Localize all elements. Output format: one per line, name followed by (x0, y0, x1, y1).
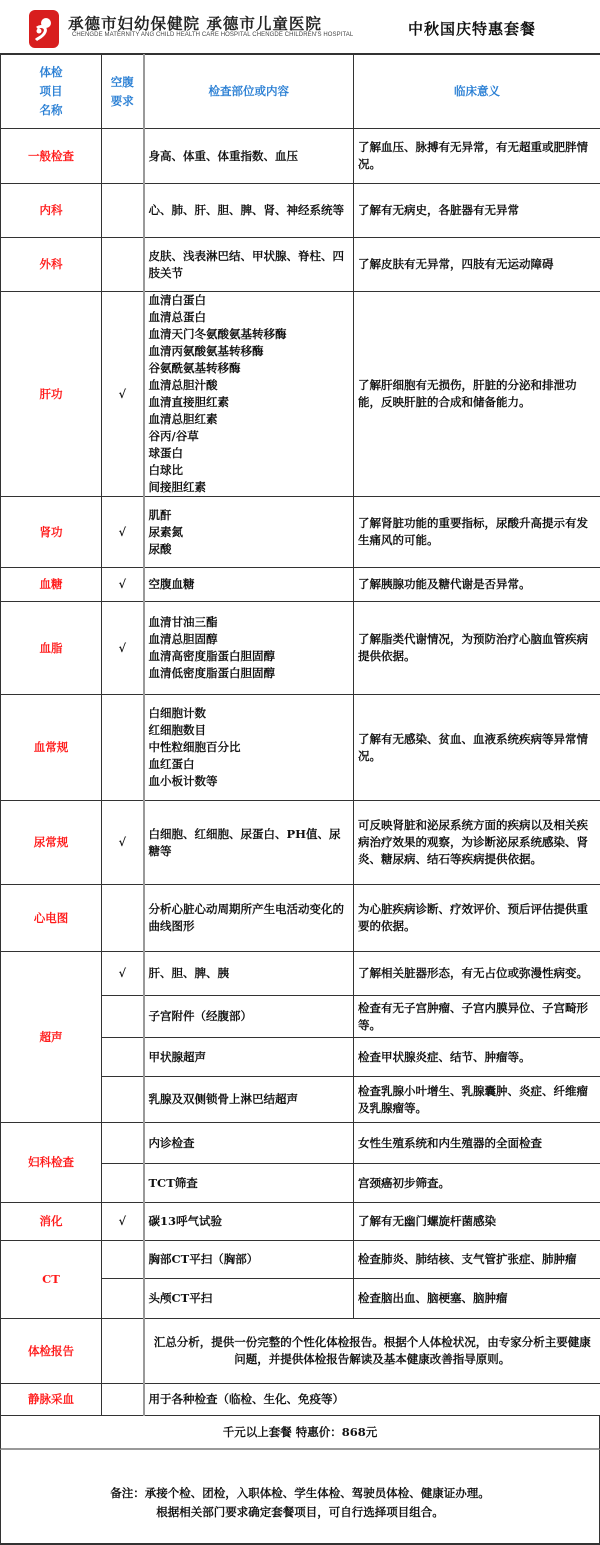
table-row (1, 1123, 600, 1164)
table-row (1, 1384, 600, 1416)
fasting-cell (102, 1241, 144, 1279)
meaning-cell: 了解肾脏功能的重要指标，尿酸升高提示有发生痛风的可能。 (354, 497, 600, 568)
fasting-cell (102, 1164, 144, 1203)
content-cell: TCT筛查 (144, 1164, 354, 1203)
table-row (1, 695, 600, 801)
item-name: 肾功 (1, 497, 102, 568)
table-row (1, 292, 600, 497)
meaning-cell: 为心脏疾病诊断、疗效评价、预后评估提供重要的依据。 (354, 885, 600, 952)
content-cell: 白细胞计数 红细胞数目 中性粒细胞百分比 血红蛋白 血小板计数等 (144, 695, 354, 801)
meaning-cell: 检查肺炎、肺结核、支气管扩张症、肺肿瘤 (354, 1241, 600, 1279)
hospital-name-cn: 承德市妇幼保健院 承德市儿童医院 (68, 14, 322, 33)
content-cell: 头颅CT平扫 (144, 1279, 354, 1319)
meaning-cell: 可反映肾脏和泌尿系统方面的疾病以及相关疾病治疗效果的观察，为诊断泌尿系统感染、肾炎、糖尿病、结石等疾病提供依据。 (354, 801, 600, 885)
fasting-cell: √ (102, 568, 144, 602)
fasting-cell: √ (102, 602, 144, 695)
fasting-cell (102, 1038, 144, 1077)
meaning-cell: 了解相关脏器形态，有无占位或弥漫性病变。 (354, 952, 600, 996)
meaning-cell: 宫颈癌初步筛查。 (354, 1164, 600, 1203)
item-name: 体检报告 (1, 1319, 102, 1384)
price-banner: 千元以上套餐 特惠价：868元 (0, 1415, 600, 1450)
package-title: 中秋国庆特惠套餐 (408, 20, 537, 38)
note-section (0, 1450, 600, 1545)
fasting-cell: √ (102, 801, 144, 885)
fasting-cell (102, 695, 144, 801)
table-row (1, 1203, 600, 1241)
fasting-cell: √ (102, 952, 144, 996)
item-name: 尿常规 (1, 801, 102, 885)
content-cell: 甲状腺超声 (144, 1038, 354, 1077)
content-cell: 子宫附件（经腹部） (144, 996, 354, 1038)
fasting-cell (102, 1279, 144, 1319)
content-cell: 皮肤、浅表淋巴结、甲状腺、脊柱、四肢关节 (144, 238, 354, 292)
table-row (1, 801, 600, 885)
item-name: 血常规 (1, 695, 102, 801)
fasting-cell (102, 1077, 144, 1123)
fasting-cell (102, 1123, 144, 1164)
meaning-cell: 了解肝细胞有无损伤，肝脏的分泌和排泄功能，反映肝脏的合成和储备能力。 (354, 292, 600, 497)
meaning-cell: 了解胰腺功能及糖代谢是否异常。 (354, 568, 600, 602)
content-cell: 空腹血糖 (144, 568, 354, 602)
table-row (1, 238, 600, 292)
item-name: 血糖 (1, 568, 102, 602)
meaning-cell: 检查甲状腺炎症、结节、肿瘤等。 (354, 1038, 600, 1077)
item-name: 静脉采血 (1, 1384, 102, 1416)
item-name: 外科 (1, 238, 102, 292)
item-name: 消化 (1, 1203, 102, 1241)
header-content: 检查部位或内容 (144, 55, 354, 129)
table-row (1, 129, 600, 184)
header-meaning: 临床意义 (354, 55, 600, 129)
table-row (1, 602, 600, 695)
meaning-cell: 了解有无感染、贫血、血液系统疾病等异常情况。 (354, 695, 600, 801)
hospital-name-en: CHENGDE MATERNITY ANG CHILD HEALTH CARE HOSPITAL CHENGDE CHILDREN'S HOSPITAL (72, 32, 354, 38)
item-name: 内科 (1, 184, 102, 238)
table-row (1, 885, 600, 952)
content-cell: 碳13呼气试验 (144, 1203, 354, 1241)
content-cell: 内诊检查 (144, 1123, 354, 1164)
meaning-cell: 了解有无病史，各脏器有无异常 (354, 184, 600, 238)
header-item-name: 体检 项目 名称 (1, 55, 102, 129)
table-row (1, 1319, 600, 1384)
fasting-cell (102, 129, 144, 184)
item-name: 血脂 (1, 602, 102, 695)
fasting-cell (102, 238, 144, 292)
meaning-cell: 了解有无幽门螺旋杆菌感染 (354, 1203, 600, 1241)
table-row (1, 952, 600, 996)
content-cell: 胸部CT平扫（胸部） (144, 1241, 354, 1279)
content-cell: 分析心脏心动周期所产生电活动变化的曲线图形 (144, 885, 354, 952)
meaning-cell: 了解血压、脉搏有无异常，有无超重或肥胖情况。 (354, 129, 600, 184)
fasting-cell: √ (102, 292, 144, 497)
meaning-cell: 检查脑出血、脑梗塞、脑肿瘤 (354, 1279, 600, 1319)
note-line-2: 根据相关部门要求确定套餐项目，可自行选择项目组合。 (156, 1505, 444, 1519)
table-header-row (1, 55, 600, 129)
meaning-cell: 检查乳腺小叶增生、乳腺囊肿、炎症、纤维瘤及乳腺瘤等。 (354, 1077, 600, 1123)
blood-draw-content-cell: 用于各种检查（临检、生化、免疫等） (144, 1384, 600, 1416)
item-name: 超声 (1, 952, 102, 1123)
fasting-cell (102, 885, 144, 952)
meaning-cell: 了解脂类代谢情况，为预防治疗心脑血管疾病提供依据。 (354, 602, 600, 695)
item-name: CT (1, 1241, 102, 1319)
meaning-cell: 女性生殖系统和内生殖器的全面检查 (354, 1123, 600, 1164)
content-cell: 血清白蛋白 血清总蛋白 血清天门冬氨酸氨基转移酶 血清丙氨酸氨基转移酶 谷氨酰氨基转移酶 血清总胆汁酸 血清直接胆红素 血清总胆红素 谷丙/谷草 球蛋白 白球比 间接胆红素 (144, 292, 354, 497)
fasting-cell: √ (102, 497, 144, 568)
fasting-cell (102, 1384, 144, 1416)
fasting-cell (102, 184, 144, 238)
report-content-cell: 汇总分析，提供一份完整的个性化体检报告。根据个人体检状况，由专家分析主要健康问题，并提供体检报告解读及基本健康改善指导原则。 (144, 1319, 600, 1384)
item-name: 妇科检查 (1, 1123, 102, 1203)
table-row (1, 568, 600, 602)
item-name: 一般检查 (1, 129, 102, 184)
content-cell: 身高、体重、体重指数、血压 (144, 129, 354, 184)
page-header (0, 0, 600, 54)
fasting-cell: √ (102, 1203, 144, 1241)
fasting-cell (102, 1319, 144, 1384)
meaning-cell: 了解皮肤有无异常，四肢有无运动障碍 (354, 238, 600, 292)
note-line-1: 备注：承接个检、团检，入职体检、学生体检、驾驶员体检、健康证办理。 (110, 1486, 490, 1500)
table-row (1, 497, 600, 568)
table-row (1, 1241, 600, 1279)
fasting-cell (102, 996, 144, 1038)
content-cell: 血清甘油三酯 血清总胆固醇 血清高密度脂蛋白胆固醇 血清低密度脂蛋白胆固醇 (144, 602, 354, 695)
header-fasting: 空腹 要求 (102, 55, 144, 129)
table-row (1, 184, 600, 238)
meaning-cell: 检查有无子宫肿瘤、子宫内膜异位、子宫畸形等。 (354, 996, 600, 1038)
item-name: 肝功 (1, 292, 102, 497)
content-cell: 乳腺及双侧锁骨上淋巴结超声 (144, 1077, 354, 1123)
item-name: 心电图 (1, 885, 102, 952)
hospital-logo-icon (29, 10, 59, 48)
exam-table (0, 54, 600, 1416)
content-cell: 心、肺、肝、胆、脾、肾、神经系统等 (144, 184, 354, 238)
content-cell: 肌酐 尿素氮 尿酸 (144, 497, 354, 568)
content-cell: 肝、胆、脾、胰 (144, 952, 354, 996)
content-cell: 白细胞、红细胞、尿蛋白、PH值、尿糖等 (144, 801, 354, 885)
